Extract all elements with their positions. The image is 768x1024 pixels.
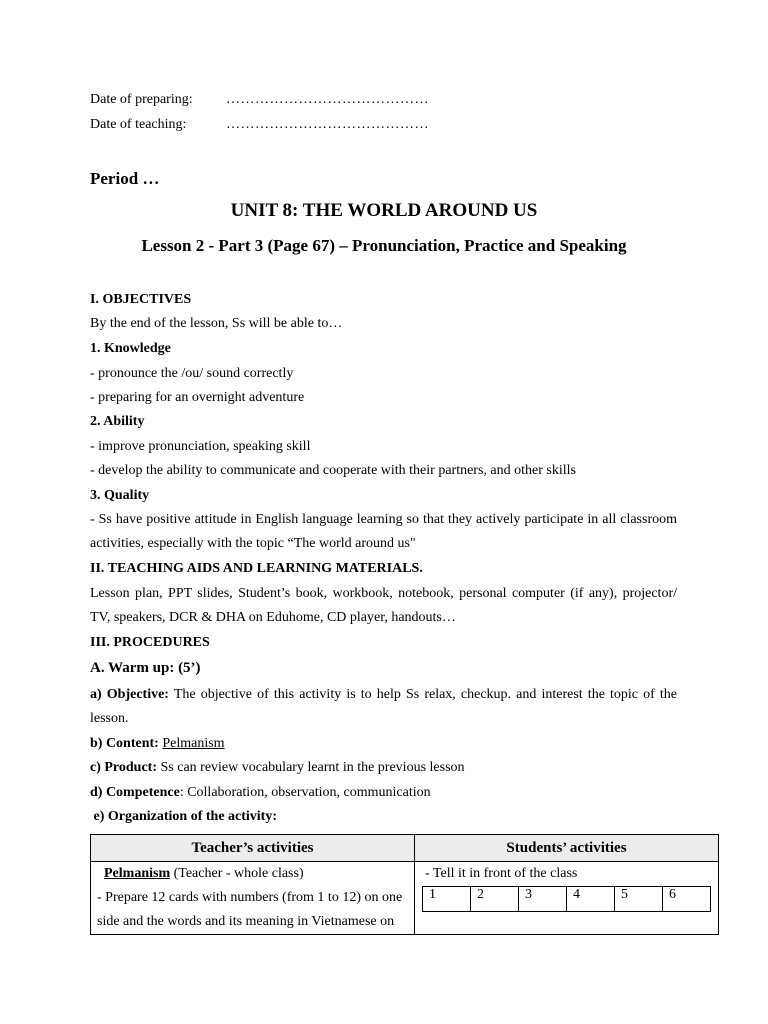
number-card: 1 <box>423 887 471 912</box>
objective-text: The objective of this activity is to help Ss relax, checkup. and interest the topic of the lesson. <box>90 687 677 726</box>
number-card: 3 <box>519 887 567 912</box>
ability-heading: 2. Ability <box>90 414 145 429</box>
date-preparing-value: …………………………………… <box>226 92 429 107</box>
knowledge-item: - preparing for an overnight adventure <box>90 390 305 405</box>
teacher-title: Pelmanism <box>104 866 171 881</box>
objectives-heading: I. OBJECTIVES <box>90 292 192 307</box>
product-text: Ss can review vocabulary learnt in the previous lesson <box>157 760 465 775</box>
quality-heading: 3. Quality <box>90 488 150 503</box>
teacher-title-line <box>91 862 414 886</box>
knowledge-item: - pronounce the /ou/ sound correctly <box>90 366 294 381</box>
date-preparing-label: Date of preparing: <box>90 92 193 107</box>
period-heading: Period … <box>90 169 160 188</box>
teacher-title-suffix: (Teacher - whole class) <box>170 866 304 881</box>
content-value: Pelmanism <box>162 736 225 751</box>
date-teaching-value: …………………………………… <box>226 117 429 132</box>
aids-heading: II. TEACHING AIDS AND LEARNING MATERIALS. <box>90 561 423 576</box>
unit-title: UNIT 8: THE WORLD AROUND US <box>230 200 538 221</box>
knowledge-heading: 1. Knowledge <box>90 341 171 356</box>
product-line <box>90 760 465 776</box>
date-teaching-label: Date of teaching: <box>90 117 187 132</box>
procedures-heading: III. PROCEDURES <box>90 635 210 650</box>
product-label: c) Product: <box>90 760 157 775</box>
content-label: b) Content: <box>90 736 159 751</box>
activity-table-row <box>91 862 719 935</box>
number-card: 5 <box>615 887 663 912</box>
students-activities-cell <box>415 862 719 935</box>
quality-text: - Ss have positive attitude in English language learning so that they actively participate in all classroom activities, especially with the topic “The world around us" <box>90 512 677 551</box>
activity-table-header <box>91 835 719 862</box>
competence-label: d) Competence <box>90 785 180 800</box>
teacher-activities-header: Teacher’s activities <box>91 835 415 862</box>
organization-label: e) Organization of the activity: <box>90 809 278 824</box>
competence-line <box>90 785 431 801</box>
content-line <box>90 736 225 752</box>
number-card: 2 <box>471 887 519 912</box>
teacher-instructions: - Prepare 12 cards with numbers (from 1 to 12) on one side and the words and its meaning in Vietnamese on <box>97 890 403 929</box>
objective-paragraph <box>90 683 677 731</box>
number-card: 6 <box>663 887 711 912</box>
activity-table <box>90 834 719 935</box>
warmup-heading: A. Warm up: (5’) <box>90 660 201 676</box>
aids-text: Lesson plan, PPT slides, Student’s book, workbook, notebook, personal computer (if any), projector/ TV, speakers, DCR & DHA on Eduhome, CD player, handouts… <box>90 586 677 625</box>
ability-item: - develop the ability to communicate and cooperate with their partners, and other skills <box>90 463 576 478</box>
lesson-title: Lesson 2 - Part 3 (Page 67) – Pronunciation, Practice and Speaking <box>141 236 627 255</box>
students-activities-header: Students’ activities <box>415 835 719 862</box>
objective-label: a) Objective: <box>90 687 169 702</box>
students-text: - Tell it in front of the class <box>425 866 578 881</box>
competence-text: : Collaboration, observation, communication <box>179 785 431 800</box>
ability-item: - improve pronunciation, speaking skill <box>90 439 311 454</box>
teacher-activities-cell <box>91 862 415 935</box>
objectives-intro: By the end of the lesson, Ss will be able to… <box>90 316 343 331</box>
number-cards-grid <box>422 886 711 912</box>
number-card: 4 <box>567 887 615 912</box>
